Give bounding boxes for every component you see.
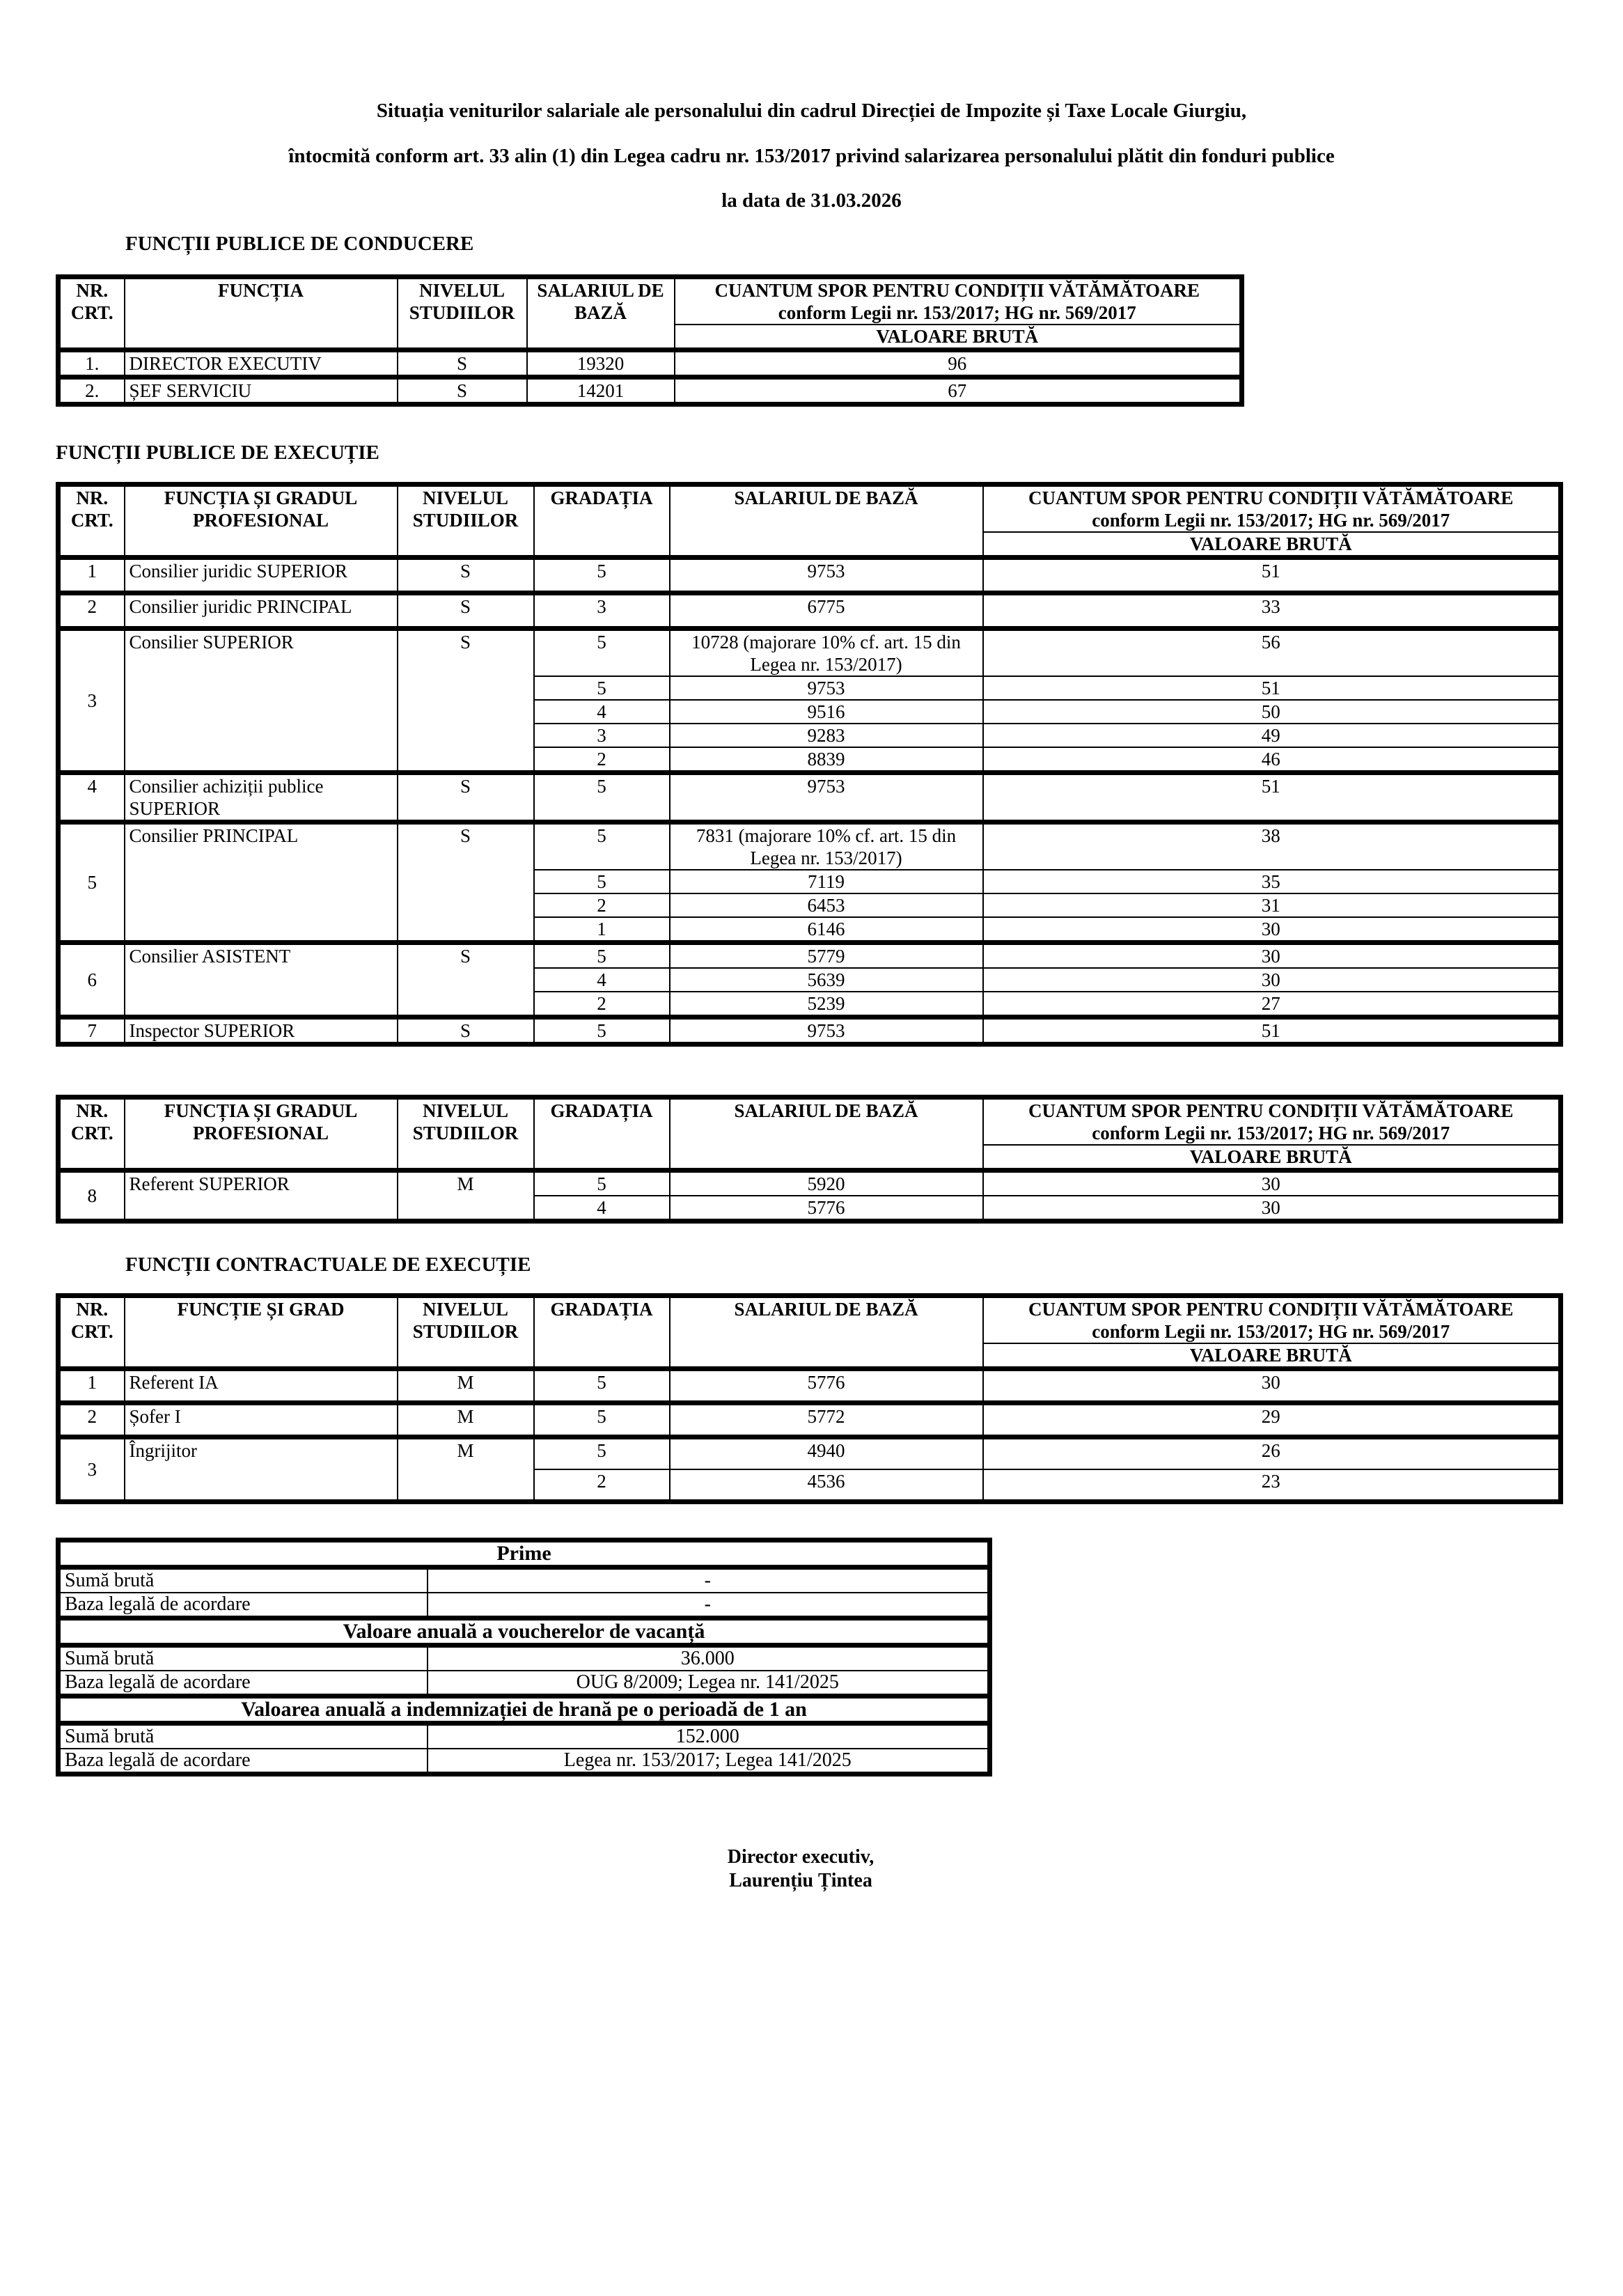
header-spor: [983, 1296, 1561, 1344]
cell-salariul: 4940: [670, 1437, 983, 1470]
cell-valoare: 96: [675, 350, 1242, 377]
cell-nr: 2: [58, 593, 125, 629]
cell-nr: 3: [58, 629, 125, 773]
cell-gradatia: 5: [534, 1171, 670, 1196]
summary-label: Sumă brută: [58, 1568, 428, 1593]
cell-nr: 7: [58, 1017, 125, 1045]
cell-functia: Consilier SUPERIOR: [125, 629, 398, 773]
cell-valoare: 23: [983, 1469, 1561, 1502]
table-row: [58, 558, 1561, 593]
table-executie: [56, 482, 1563, 1047]
cell-salariul: 9753: [670, 558, 983, 593]
summary-row: [58, 1593, 990, 1618]
cell-gradatia: 5: [534, 773, 670, 822]
cell-gradatia: 5: [534, 1017, 670, 1045]
table-row: [58, 1403, 1561, 1437]
cell-functia: DIRECTOR EXECUTIV: [125, 350, 398, 377]
cell-gradatia: 1: [534, 917, 670, 943]
cell-nivel: M: [398, 1171, 534, 1221]
summary-label: Baza legală de acordare: [58, 1671, 428, 1696]
header-nr: NR. CRT.: [58, 485, 125, 558]
cell-gradatia: 5: [534, 870, 670, 893]
cell-nivel: S: [398, 593, 534, 629]
cell-salariul: 6146: [670, 917, 983, 943]
header-spor: [983, 485, 1561, 533]
summary-label: Baza legală de acordare: [58, 1749, 428, 1774]
cell-salariul: 14201: [527, 377, 675, 405]
table-row: [58, 1437, 1561, 1470]
header-spor-subtitle: conform Legii nr. 153/2017; HG nr. 569/2017: [1092, 510, 1450, 531]
header-valoare: VALOARE BRUTĂ: [983, 1343, 1561, 1369]
header-nr: NR. CRT.: [58, 1296, 125, 1369]
table-row: [58, 822, 1561, 870]
summary-block-title-row: [58, 1540, 990, 1568]
summary-row: [58, 1646, 990, 1671]
cell-salariul: 5776: [670, 1196, 983, 1221]
section-heading-contractuale: FUNCȚII CONTRACTUALE DE EXECUȚIE: [125, 1254, 531, 1276]
cell-salariul: 7119: [670, 870, 983, 893]
header-nivel: NIVELUL STUDIILOR: [398, 1296, 534, 1369]
cell-salariul: 9753: [670, 676, 983, 700]
cell-valoare: 56: [983, 629, 1561, 677]
cell-gradatia: 2: [534, 747, 670, 773]
header-gradatia: GRADAȚIA: [534, 1098, 670, 1171]
header-functia: FUNCȚIA: [125, 277, 398, 350]
cell-gradatia: 5: [534, 943, 670, 969]
header-salariul: SALARIUL DE BAZĂ: [527, 277, 675, 350]
cell-salariul: 5776: [670, 1369, 983, 1403]
cell-valoare: 30: [983, 943, 1561, 969]
cell-functia: Referent IA: [125, 1369, 398, 1403]
header-spor-subtitle: conform Legii nr. 153/2017; HG nr. 569/2017: [1092, 1321, 1450, 1342]
cell-valoare: 49: [983, 724, 1561, 747]
cell-nr: 1: [58, 558, 125, 593]
signature-name: Laurențiu Țintea: [729, 1870, 872, 1891]
cell-salariul: 5239: [670, 992, 983, 1017]
header-valoare: VALOARE BRUTĂ: [983, 532, 1561, 558]
header-spor: [675, 277, 1242, 325]
header-spor-title: CUANTUM SPOR PENTRU CONDIȚII VĂTĂMĂTOARE: [1028, 487, 1514, 508]
document-title-line-2: întocmită conform art. 33 alin (1) din Legea cadru nr. 153/2017 privind salarizarea personalului plătit din fonduri publice: [288, 145, 1335, 167]
cell-valoare: 51: [983, 1017, 1561, 1045]
cell-valoare: 30: [983, 1171, 1561, 1196]
cell-functia: Referent SUPERIOR: [125, 1171, 398, 1221]
document-title-line-1: Situația veniturilor salariale ale personalului din cadrul Direcției de Impozite și Taxe Locale Giurgiu,: [376, 100, 1247, 122]
cell-functia: Îngrijitor: [125, 1437, 398, 1502]
cell-functia: Consilier achiziții publice SUPERIOR: [125, 773, 398, 822]
cell-functia: Consilier ASISTENT: [125, 943, 398, 1017]
table-summary: [56, 1538, 992, 1776]
cell-valoare: 67: [675, 377, 1242, 405]
header-functia: FUNCȚIA ȘI GRADUL PROFESIONAL: [125, 1098, 398, 1171]
header-nr: NR. CRT.: [58, 277, 125, 350]
table-conducere: [56, 274, 1244, 407]
cell-gradatia: 3: [534, 724, 670, 747]
table-row: [58, 943, 1561, 969]
summary-block-title: Valoarea anuală a indemnizației de hrană pe o perioadă de 1 an: [58, 1696, 990, 1724]
cell-functia: Consilier juridic SUPERIOR: [125, 558, 398, 593]
cell-gradatia: 5: [534, 822, 670, 870]
header-spor-subtitle: conform Legii nr. 153/2017; HG nr. 569/2017: [1092, 1123, 1450, 1143]
cell-functia: Consilier PRINCIPAL: [125, 822, 398, 943]
table-row: [58, 377, 1242, 405]
summary-row: [58, 1568, 990, 1593]
cell-valoare: 46: [983, 747, 1561, 773]
cell-functia: Inspector SUPERIOR: [125, 1017, 398, 1045]
header-functia: FUNCȚIE ȘI GRAD: [125, 1296, 398, 1369]
cell-valoare: 30: [983, 1196, 1561, 1221]
cell-nr: 2.: [58, 377, 125, 405]
cell-nr: 2: [58, 1403, 125, 1437]
table-row: [58, 1171, 1561, 1196]
cell-salariul: 9753: [670, 1017, 983, 1045]
cell-nivel: S: [398, 1017, 534, 1045]
header-spor: [983, 1098, 1561, 1146]
header-nivel: NIVELUL STUDIILOR: [398, 485, 534, 558]
summary-row: [58, 1724, 990, 1749]
header-spor-title: CUANTUM SPOR PENTRU CONDIȚII VĂTĂMĂTOARE: [1028, 1299, 1514, 1320]
cell-gradatia: 5: [534, 676, 670, 700]
cell-salariul: 10728 (majorare 10% cf. art. 15 din Legea nr. 153/2017): [670, 629, 983, 677]
summary-label: Baza legală de acordare: [58, 1593, 428, 1618]
cell-nivel: M: [398, 1403, 534, 1437]
header-nivel: NIVELUL STUDIILOR: [398, 1098, 534, 1171]
signature-role: Director executiv,: [727, 1846, 875, 1868]
summary-value: Legea nr. 153/2017; Legea 141/2025: [428, 1749, 990, 1774]
cell-nivel: M: [398, 1369, 534, 1403]
summary-value: OUG 8/2009; Legea nr. 141/2025: [428, 1671, 990, 1696]
section-heading-executie: FUNCȚII PUBLICE DE EXECUȚIE: [56, 442, 379, 464]
header-nr: NR. CRT.: [58, 1098, 125, 1171]
cell-gradatia: 3: [534, 593, 670, 629]
cell-nr: 5: [58, 822, 125, 943]
cell-valoare: 51: [983, 558, 1561, 593]
header-gradatia: GRADAȚIA: [534, 1296, 670, 1369]
cell-nivel: S: [398, 629, 534, 773]
cell-valoare: 30: [983, 968, 1561, 992]
summary-row: [58, 1749, 990, 1774]
section-heading-conducere: FUNCȚII PUBLICE DE CONDUCERE: [125, 233, 474, 255]
summary-value: -: [428, 1593, 990, 1618]
cell-valoare: 35: [983, 870, 1561, 893]
cell-gradatia: 5: [534, 1403, 670, 1437]
cell-gradatia: 5: [534, 1437, 670, 1470]
cell-gradatia: 4: [534, 700, 670, 724]
cell-gradatia: 5: [534, 558, 670, 593]
table-row: [58, 773, 1561, 822]
table-contractuale: [56, 1293, 1563, 1504]
header-spor-subtitle: conform Legii nr. 153/2017; HG nr. 569/2017: [778, 302, 1136, 323]
header-spor-title: CUANTUM SPOR PENTRU CONDIȚII VĂTĂMĂTOARE: [714, 280, 1200, 301]
cell-nr: 8: [58, 1171, 125, 1221]
table-row: [58, 350, 1242, 377]
cell-nivel: S: [398, 350, 527, 377]
cell-salariul: 5920: [670, 1171, 983, 1196]
cell-nr: 4: [58, 773, 125, 822]
cell-nr: 1.: [58, 350, 125, 377]
cell-functia: Consilier juridic PRINCIPAL: [125, 593, 398, 629]
cell-nr: 3: [58, 1437, 125, 1502]
table-referent: [56, 1095, 1563, 1224]
cell-valoare: 26: [983, 1437, 1561, 1470]
header-valoare: VALOARE BRUTĂ: [983, 1145, 1561, 1171]
cell-salariul: 4536: [670, 1469, 983, 1502]
cell-valoare: 31: [983, 893, 1561, 917]
header-spor-title: CUANTUM SPOR PENTRU CONDIȚII VĂTĂMĂTOARE: [1028, 1100, 1514, 1121]
cell-valoare: 30: [983, 1369, 1561, 1403]
cell-gradatia: 4: [534, 1196, 670, 1221]
cell-valoare: 27: [983, 992, 1561, 1017]
header-nivel: NIVELUL STUDIILOR: [398, 277, 527, 350]
cell-valoare: 33: [983, 593, 1561, 629]
cell-valoare: 30: [983, 917, 1561, 943]
document-date: la data de 31.03.2026: [721, 189, 902, 212]
cell-functia: Șofer I: [125, 1403, 398, 1437]
cell-salariul: 9753: [670, 773, 983, 822]
table-row: [58, 1369, 1561, 1403]
summary-label: Sumă brută: [58, 1646, 428, 1671]
cell-functia: ȘEF SERVICIU: [125, 377, 398, 405]
summary-block-title: Valoare anuală a voucherelor de vacanță: [58, 1618, 990, 1646]
header-gradatia: GRADAȚIA: [534, 485, 670, 558]
summary-label: Sumă brută: [58, 1724, 428, 1749]
cell-salariul: 5779: [670, 943, 983, 969]
cell-salariul: 5772: [670, 1403, 983, 1437]
cell-salariul: 8839: [670, 747, 983, 773]
cell-salariul: 6775: [670, 593, 983, 629]
cell-salariul: 7831 (majorare 10% cf. art. 15 din Legea nr. 153/2017): [670, 822, 983, 870]
cell-salariul: 9283: [670, 724, 983, 747]
cell-nivel: S: [398, 377, 527, 405]
cell-valoare: 51: [983, 676, 1561, 700]
table-row: [58, 593, 1561, 629]
cell-salariul: 6453: [670, 893, 983, 917]
cell-nr: 1: [58, 1369, 125, 1403]
cell-valoare: 29: [983, 1403, 1561, 1437]
cell-gradatia: 5: [534, 629, 670, 677]
cell-gradatia: 2: [534, 1469, 670, 1502]
table-row: [58, 1017, 1561, 1045]
cell-nivel: S: [398, 943, 534, 1017]
summary-value: -: [428, 1568, 990, 1593]
cell-gradatia: 4: [534, 968, 670, 992]
cell-valoare: 51: [983, 773, 1561, 822]
cell-gradatia: 5: [534, 1369, 670, 1403]
header-salariul: SALARIUL DE BAZĂ: [670, 485, 983, 558]
cell-valoare: 38: [983, 822, 1561, 870]
cell-valoare: 50: [983, 700, 1561, 724]
cell-salariul: 5639: [670, 968, 983, 992]
summary-value: 36.000: [428, 1646, 990, 1671]
cell-salariul: 19320: [527, 350, 675, 377]
cell-gradatia: 2: [534, 893, 670, 917]
cell-salariul: 9516: [670, 700, 983, 724]
table-row: [58, 629, 1561, 677]
header-functia: FUNCȚIA ȘI GRADUL PROFESIONAL: [125, 485, 398, 558]
summary-value: 152.000: [428, 1724, 990, 1749]
cell-nr: 6: [58, 943, 125, 1017]
summary-block-title-row: [58, 1696, 990, 1724]
cell-nivel: S: [398, 822, 534, 943]
cell-nivel: S: [398, 558, 534, 593]
cell-nivel: S: [398, 773, 534, 822]
summary-block-title-row: [58, 1618, 990, 1646]
summary-row: [58, 1671, 990, 1696]
cell-gradatia: 2: [534, 992, 670, 1017]
header-valoare: VALOARE BRUTĂ: [675, 325, 1242, 350]
header-salariul: SALARIUL DE BAZĂ: [670, 1296, 983, 1369]
cell-nivel: M: [398, 1437, 534, 1502]
summary-block-title: Prime: [58, 1540, 990, 1568]
header-salariul: SALARIUL DE BAZĂ: [670, 1098, 983, 1171]
